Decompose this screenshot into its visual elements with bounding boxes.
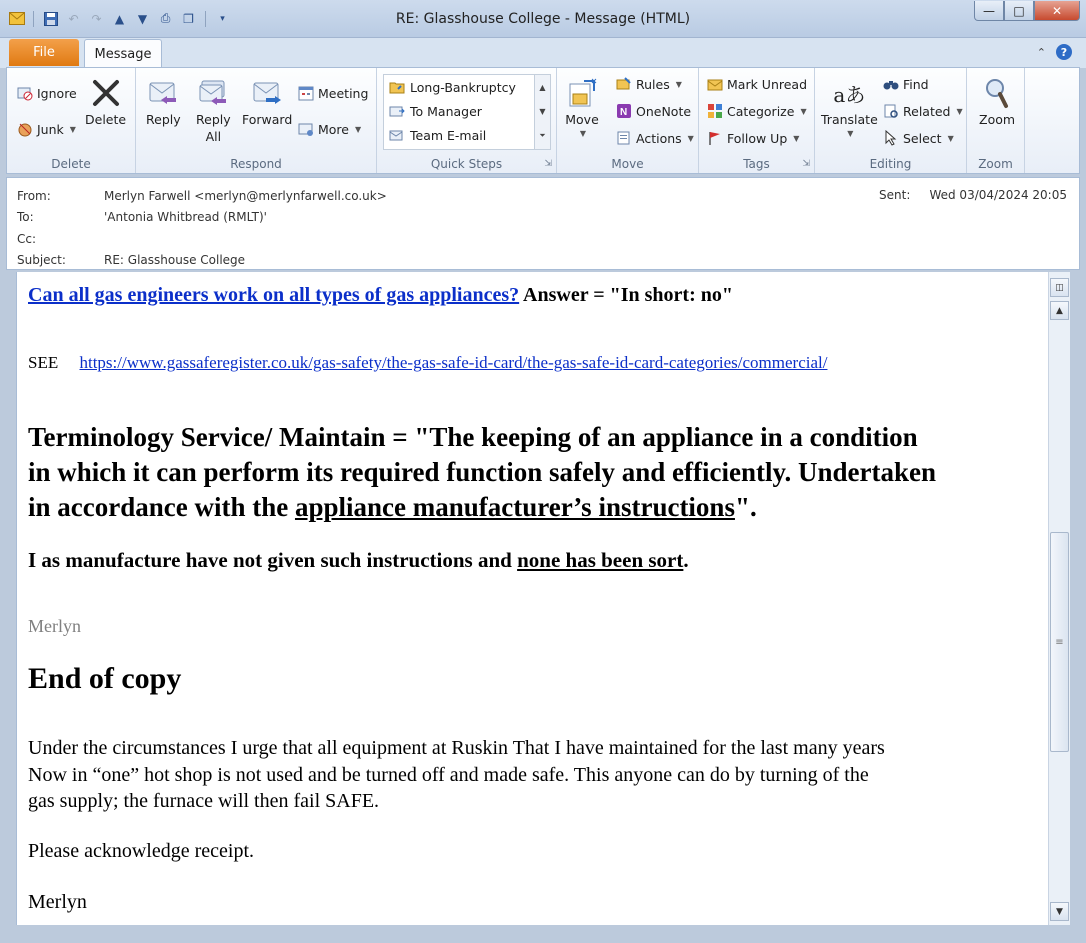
translate-dropdown-icon: ▼: [847, 129, 854, 138]
chevron-up-icon[interactable]: ▲: [539, 82, 546, 92]
select-dropdown-icon: ▼: [947, 133, 954, 143]
next-item-icon[interactable]: ▼: [137, 11, 148, 26]
terminology-line-3: [28, 490, 936, 525]
onenote-icon: [616, 103, 632, 119]
subject-label: Subject:: [17, 253, 66, 267]
junk-label: Junk: [37, 121, 64, 137]
meeting-button[interactable]: [298, 85, 368, 101]
window-bottom-frame: [0, 925, 1086, 943]
redo-icon[interactable]: ↷: [91, 11, 102, 26]
previous-item-icon[interactable]: ▲: [114, 11, 125, 26]
translate-label: Translate: [821, 112, 878, 127]
move-button[interactable]: [565, 76, 599, 138]
reply-label: Reply: [146, 112, 181, 127]
window-controls: [974, 1, 1080, 21]
acknowledge-line: Please acknowledge receipt.: [28, 840, 255, 862]
mark-unread-label: Mark Unread: [727, 76, 808, 92]
zoom-group-label: Zoom: [978, 157, 1013, 171]
quick-steps-group-label: Quick Steps: [430, 157, 503, 171]
forward-icon: [250, 76, 284, 110]
manufacture-underlined: none has been sort: [517, 548, 684, 572]
actions-label: Actions: [636, 130, 682, 146]
minimize-button[interactable]: —: [974, 1, 1004, 21]
delete-label: Delete: [85, 112, 127, 127]
minimize-ribbon-icon[interactable]: ⌃: [1036, 45, 1046, 59]
editing-group: [815, 68, 967, 173]
question-link[interactable]: Can all gas engineers work on all types of gas appliances?: [28, 284, 520, 306]
end-of-copy-heading: End of copy: [28, 662, 182, 695]
cc-label: Cc:: [17, 232, 37, 246]
move-dropdown-icon: ▼: [579, 129, 587, 138]
ribbon-corner-icons: [1037, 44, 1072, 60]
quick-step-folder-icon: [389, 79, 405, 95]
zoom-group: [967, 68, 1025, 173]
manufacture-line: [28, 548, 689, 573]
quick-steps-group: [377, 68, 557, 173]
terminology-line-3c: ".: [734, 492, 757, 522]
manufacture-text: I as manufacture have not given such instructions and: [28, 548, 518, 572]
more-envelope-icon: [298, 121, 314, 137]
more-dropdown-icon: ▼: [355, 124, 362, 134]
grey-signature: Merlyn: [28, 616, 81, 636]
editing-group-label: Editing: [869, 157, 912, 171]
title-bar: [0, 0, 1086, 38]
scroll-up-button[interactable]: ▲: [1050, 301, 1069, 320]
follow-up-label: Follow Up: [727, 130, 788, 146]
rules-icon: [616, 76, 632, 92]
rules-label: Rules: [636, 76, 670, 92]
delete-group-label: Delete: [51, 157, 91, 171]
terminology-line-1: Terminology Service/ Maintain = "The keeping of an appliance in a condition: [28, 422, 918, 452]
reply-icon: [146, 76, 180, 110]
dialog-launcher-icon[interactable]: ⇲: [544, 159, 552, 169]
actions-dropdown-icon: ▼: [687, 133, 694, 143]
categorize-button[interactable]: [707, 103, 807, 119]
move-group-label: Move: [611, 157, 644, 171]
meeting-label: Meeting: [318, 85, 369, 101]
close-button[interactable]: ✕: [1034, 1, 1080, 21]
quick-step-label: Long-Bankruptcy: [410, 79, 516, 95]
window-title: RE: Glasshouse College - Message (HTML): [395, 11, 691, 27]
vertical-scrollbar[interactable]: [1048, 272, 1070, 925]
to-value[interactable]: 'Antonia Whitbread (RMLT)': [104, 210, 267, 224]
see-label: SEE: [28, 353, 59, 372]
forward-button[interactable]: [242, 76, 292, 127]
gas-safe-url-link[interactable]: https://www.gassaferegister.co.uk/gas-safety/the-gas-safe-id-card/the-gas-safe-id-card-categories/commercial/: [79, 353, 828, 372]
rules-dropdown-icon: ▼: [675, 79, 682, 89]
rules-button[interactable]: [616, 76, 682, 92]
ignore-label: Ignore: [37, 85, 77, 101]
help-icon[interactable]: ?: [1056, 44, 1072, 60]
to-manager-icon: [389, 103, 405, 119]
categorize-dropdown-icon: ▼: [800, 106, 807, 116]
circumstances-line-1: Under the circumstances I urge that all equipment at Ruskin That I have maintained for the last many years: [28, 737, 885, 759]
scroll-down-button[interactable]: ▼: [1050, 902, 1069, 921]
actions-button[interactable]: [616, 130, 694, 146]
quick-step-item[interactable]: [384, 99, 550, 123]
respond-group-label: Respond: [230, 157, 282, 171]
categorize-label: Categorize: [727, 103, 795, 119]
follow-up-dropdown-icon: ▼: [793, 133, 800, 143]
reply-all-icon: [196, 76, 230, 110]
select-label: Select: [903, 130, 942, 146]
related-dropdown-icon: ▼: [956, 106, 963, 116]
message-body[interactable]: [16, 272, 1048, 925]
translate-icon: aあ: [833, 82, 866, 107]
expand-gallery-icon[interactable]: ⏷: [539, 131, 546, 141]
categorize-icon: [707, 103, 723, 119]
quick-step-item[interactable]: [384, 123, 550, 147]
quick-step-item[interactable]: [384, 75, 550, 99]
signature: Merlyn: [28, 891, 87, 913]
ignore-button[interactable]: [17, 85, 77, 101]
from-label: From:: [17, 189, 51, 203]
junk-button[interactable]: [17, 121, 76, 137]
undo-icon[interactable]: ↶: [68, 11, 79, 26]
zoom-label: Zoom: [979, 112, 1016, 127]
zoom-button[interactable]: [979, 76, 1015, 127]
meeting-calendar-icon: [298, 85, 314, 101]
circumstances-paragraph: [28, 735, 885, 815]
quick-step-label: To Manager: [410, 103, 482, 119]
sent-row: [879, 188, 1067, 202]
cursor-arrow-icon: [883, 130, 899, 146]
terminology-underlined: appliance manufacturer’s instructions: [294, 492, 735, 522]
quick-steps-gallery: [383, 74, 551, 150]
more-respond-button[interactable]: [298, 121, 361, 137]
onenote-button[interactable]: [616, 103, 691, 119]
from-value[interactable]: Merlyn Farwell <merlyn@merlynfarwell.co.uk>: [104, 189, 387, 203]
flag-icon: [707, 130, 723, 146]
print-icon[interactable]: ⎙: [160, 11, 171, 25]
manufacture-end: .: [683, 548, 689, 572]
see-line: [28, 353, 827, 373]
delete-x-icon: [89, 76, 123, 110]
sent-value: Wed 03/04/2024 20:05: [929, 188, 1067, 202]
mark-unread-icon: [707, 76, 723, 92]
more-label: More: [318, 121, 349, 137]
ribbon: [6, 67, 1080, 174]
delete-group: [7, 68, 136, 173]
reply-all-button[interactable]: [196, 76, 231, 144]
page-icon[interactable]: ◫: [1050, 278, 1069, 297]
ribbon-tab-row: [0, 38, 1086, 68]
forward-label: Forward: [242, 112, 293, 127]
move-folder-icon: [565, 76, 599, 110]
follow-up-button[interactable]: [707, 130, 799, 146]
circumstances-line-2: Now in “one” hot shop is not used and be turned off and made safe. This anyone can do by turning of the: [28, 763, 869, 786]
select-button[interactable]: [883, 130, 954, 146]
tab-file[interactable]: File: [9, 39, 79, 66]
subject-value: RE: Glasshouse College: [104, 253, 246, 267]
scroll-thumb[interactable]: ≡: [1050, 532, 1069, 752]
maximize-button[interactable]: □: [1004, 1, 1034, 21]
binoculars-icon: [883, 76, 899, 92]
customize-qat-chevron-icon[interactable]: ▾: [220, 13, 225, 24]
onenote-label: OneNote: [636, 103, 692, 119]
quick-step-label: Team E-mail: [410, 127, 487, 143]
respond-group: [136, 68, 377, 173]
related-label: Related: [903, 103, 951, 119]
terminology-paragraph: [28, 420, 936, 525]
dialog-launcher-icon[interactable]: ⇲: [802, 159, 810, 169]
move-group: [557, 68, 699, 173]
tab-message[interactable]: Message: [84, 39, 162, 68]
reply-all-label-1: Reply: [196, 112, 231, 127]
find-label: Find: [903, 76, 929, 92]
junk-dropdown-icon: ▼: [69, 124, 76, 134]
junk-icon: [17, 121, 33, 137]
find-button[interactable]: [883, 76, 929, 92]
mark-unread-button[interactable]: [707, 76, 807, 92]
to-label: To:: [17, 210, 34, 224]
translate-button[interactable]: [821, 76, 878, 138]
ignore-icon: [17, 85, 33, 101]
related-icon: [883, 103, 899, 119]
magnifier-icon: [980, 76, 1014, 110]
move-label: Move: [565, 112, 599, 127]
circumstances-line-3: gas supply; the furnace will then fail SAFE.: [28, 790, 380, 812]
reply-all-label-2: All: [205, 129, 222, 144]
related-button[interactable]: [883, 103, 963, 119]
quick-steps-scroller[interactable]: [534, 75, 550, 149]
copy-icon[interactable]: ❐: [183, 11, 194, 26]
chevron-down-icon[interactable]: ▼: [539, 106, 546, 116]
reply-button[interactable]: [146, 76, 181, 127]
sent-label: Sent:: [879, 188, 911, 202]
svg-text:N: N: [620, 107, 628, 118]
question-line: [28, 284, 733, 307]
delete-button[interactable]: [85, 76, 126, 127]
tags-group: [699, 68, 815, 173]
actions-icon: [616, 130, 632, 146]
question-answer: Answer = "In short: no": [519, 284, 733, 306]
team-email-icon: [389, 127, 405, 143]
terminology-line-2: in which it can perform its required function safely and efficiently. Undertaken: [28, 457, 936, 487]
message-header: [6, 177, 1080, 270]
tags-group-label: Tags: [743, 157, 770, 171]
terminology-line-3a: in accordance with the: [28, 492, 295, 522]
